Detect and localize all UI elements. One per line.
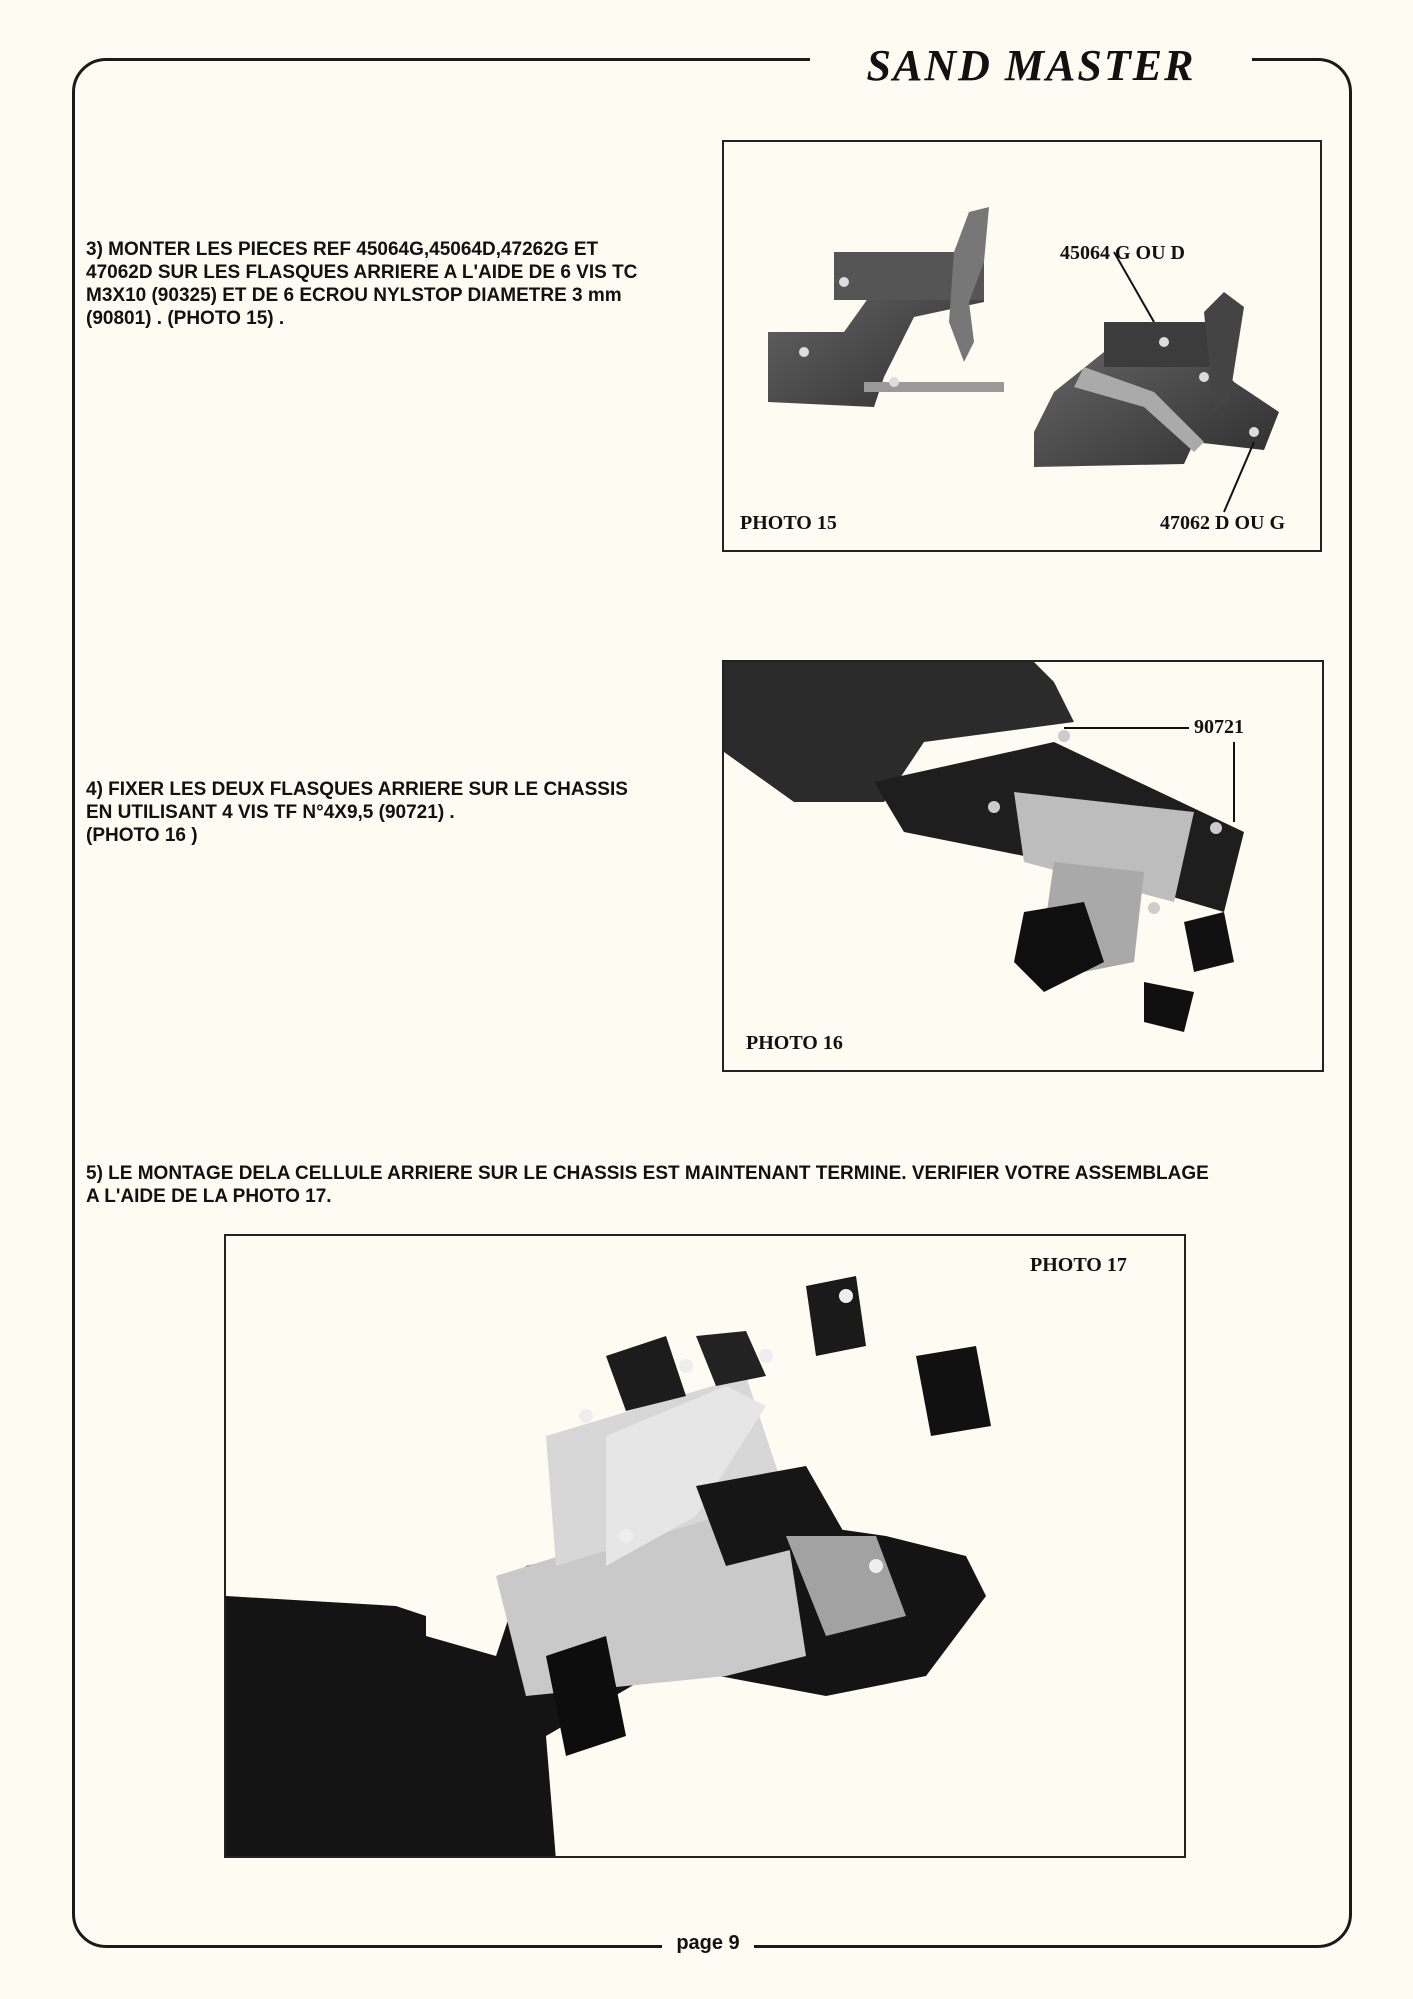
step-4-line: (PHOTO 16 ): [86, 825, 198, 846]
step-5-line: 5) LE MONTAGE DELA CELLULE ARRIERE SUR LE CHASSIS EST MAINTENANT TERMINE. VERIFIER VOTRE ASSEMBLAGE: [86, 1163, 1209, 1184]
photo-16: [722, 660, 1324, 1072]
page-title: SAND MASTER: [810, 38, 1252, 94]
step-3-line: 3) MONTER LES PIECES REF 45064G,45064D,47262G ET: [86, 239, 599, 260]
step-4-line: 4) FIXER LES DEUX FLASQUES ARRIERE SUR LE CHASSIS: [86, 779, 628, 800]
callout-47062: 47062 D OU G: [1160, 512, 1285, 534]
photo-16-caption: PHOTO 16: [746, 1032, 843, 1054]
step-3-line: 47062D SUR LES FLASQUES ARRIERE A L'AIDE DE 6 VIS TC: [86, 262, 638, 283]
step-5-line: A L'AIDE DE LA PHOTO 17.: [86, 1186, 332, 1207]
step-3-text: [86, 238, 696, 330]
photo-17-image: [226, 1236, 1186, 1858]
step-4-text: [86, 778, 706, 847]
photo-15: [722, 140, 1322, 552]
callout-45064: 45064 G OU D: [1060, 242, 1185, 264]
photo-15-caption: PHOTO 15: [740, 512, 837, 534]
step-4-line: EN UTILISANT 4 VIS TF N°4X9,5 (90721) .: [86, 802, 455, 823]
step-3-line: M3X10 (90325) ET DE 6 ECROU NYLSTOP DIAMETRE 3 mm: [86, 285, 622, 306]
page-number: page 9: [662, 1926, 754, 1960]
callout-90721: 90721: [1194, 716, 1244, 738]
step-5-text: [86, 1162, 1336, 1208]
photo-15-image: [724, 142, 1322, 552]
step-3-line: (90801) . (PHOTO 15) .: [86, 308, 285, 329]
photo-17-caption: PHOTO 17: [1030, 1254, 1127, 1276]
photo-17: [224, 1234, 1186, 1858]
